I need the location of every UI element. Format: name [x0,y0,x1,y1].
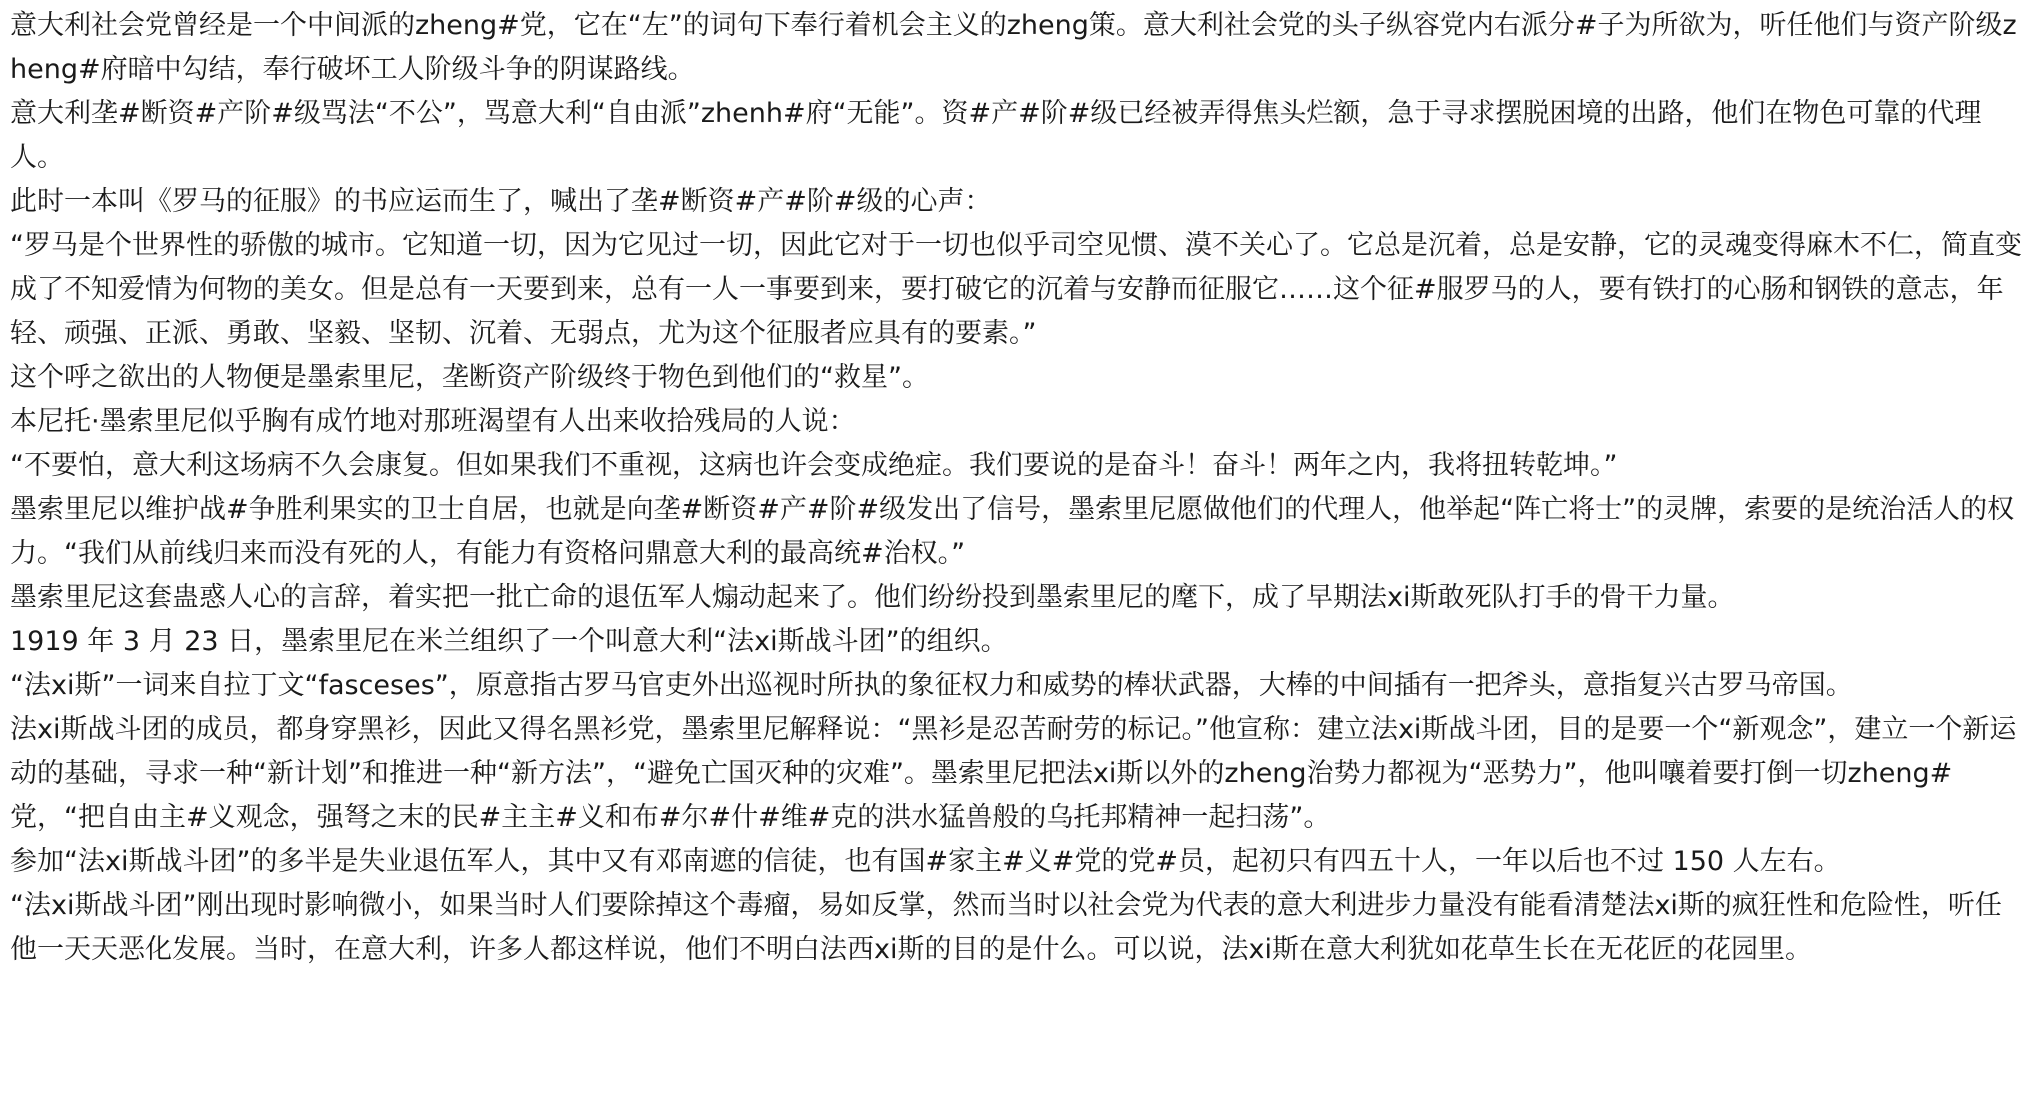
paragraph-10: 1919 年 3 月 23 日，墨索里尼在米兰组织了一个叫意大利“法xi斯战斗团”的组织。 [10,626,1008,657]
paragraph-6: 本尼托·墨索里尼似乎胸有成竹地对那班渴望有人出来收拾残局的人说： [10,406,856,437]
paragraph-3: 此时一本叫《罗马的征服》的书应运而生了，喊出了垄#断资#产#阶#级的心声： [10,186,992,217]
paragraph-7-quote: “不要怕，意大利这场病不久会康复。但如果我们不重视，这病也许会变成绝症。我们要说的是奋斗！奋斗！两年之内，我将扭转乾坤。” [10,450,1618,481]
document-body [10,4,2025,972]
paragraph-11: “法xi斯”一词来自拉丁文“fasceses”，原意指古罗马官吏外出巡视时所执的象征权力和威势的棒状武器，大棒的中间插有一把斧头，意指复兴古罗马帝国。 [10,670,1853,701]
paragraph-2: 意大利垄#断资#产阶#级骂法“不公”，骂意大利“自由派”zhenh#府“无能”。资#产#阶#级已经被弄得焦头烂额，急于寻求摆脱困境的出路，他们在物色可靠的代理人。 [10,98,1982,173]
paragraph-9: 墨索里尼这套蛊惑人心的言辞，着实把一批亡命的退伍军人煽动起来了。他们纷纷投到墨索里尼的麾下，成了早期法xi斯敢死队打手的骨干力量。 [10,582,1735,613]
paragraph-13: 参加“法xi斯战斗团”的多半是失业退伍军人，其中又有邓南遮的信徒，也有国#家主#义#党的党#员，起初只有四五十人，一年以后也不过 150 人左右。 [10,846,1841,877]
paragraph-14: “法xi斯战斗团”刚出现时影响微小，如果当时人们要除掉这个毒瘤，易如反掌，然而当时以社会党为代表的意大利进步力量没有能看清楚法xi斯的疯狂性和危险性，听任他一天天恶化发展。当时，在意大利，许多人都这样说，他们不明白法西xi斯的目的是什么。可以说，法xi斯在意大利犹如花草生长在无花匠的花园里。 [10,890,2002,965]
paragraph-8: 墨索里尼以维护战#争胜利果实的卫士自居，也就是向垄#断资#产#阶#级发出了信号，墨索里尼愿做他们的代理人，他举起“阵亡将士”的灵牌，索要的是统治活人的权力。“我们从前线归来而没有死的人，有能力有资格问鼎意大利的最高统#治权。” [10,494,2015,569]
paragraph-4-quote: “罗马是个世界性的骄傲的城市。它知道一切，因为它见过一切，因此它对于一切也似乎司空见惯、漠不关心了。它总是沉着，总是安静，它的灵魂变得麻木不仁，简直变成了不知爱情为何物的美女。但是总有一天要到来，总有一人一事要到来，要打破它的沉着与安静而征服它……这个征#服罗马的人，要有铁打的心肠和钢铁的意志，年轻、顽强、正派、勇敢、坚毅、坚韧、沉着、无弱点，尤为这个征服者应具有的要素。” [10,230,2022,349]
paragraph-12: 法xi斯战斗团的成员，都身穿黑衫，因此又得名黑衫党，墨索里尼解释说：“黑衫是忍苦耐劳的标记。”他宣称：建立法xi斯战斗团，目的是要一个“新观念”，建立一个新运动的基础，寻求一种“新计划”和推进一种“新方法”，“避免亡国灭种的灾难”。墨索里尼把法xi斯以外的zheng治势力都视为“恶势力”，他叫嚷着要打倒一切zheng#党，“把自由主#义观念，强弩之末的民#主主#义和布#尔#什#维#克的洪水猛兽般的乌托邦精神一起扫荡”。 [10,714,2017,833]
paragraph-5: 这个呼之欲出的人物便是墨索里尼，垄断资产阶级终于物色到他们的“救星”。 [10,362,929,393]
paragraph-1: 意大利社会党曾经是一个中间派的zheng#党，它在“左”的词句下奉行着机会主义的zheng策。意大利社会党的头子纵容党内右派分#子为所欲为，听任他们与资产阶级zheng#府暗中勾结，奉行破坏工人阶级斗争的阴谋路线。 [10,10,2017,85]
